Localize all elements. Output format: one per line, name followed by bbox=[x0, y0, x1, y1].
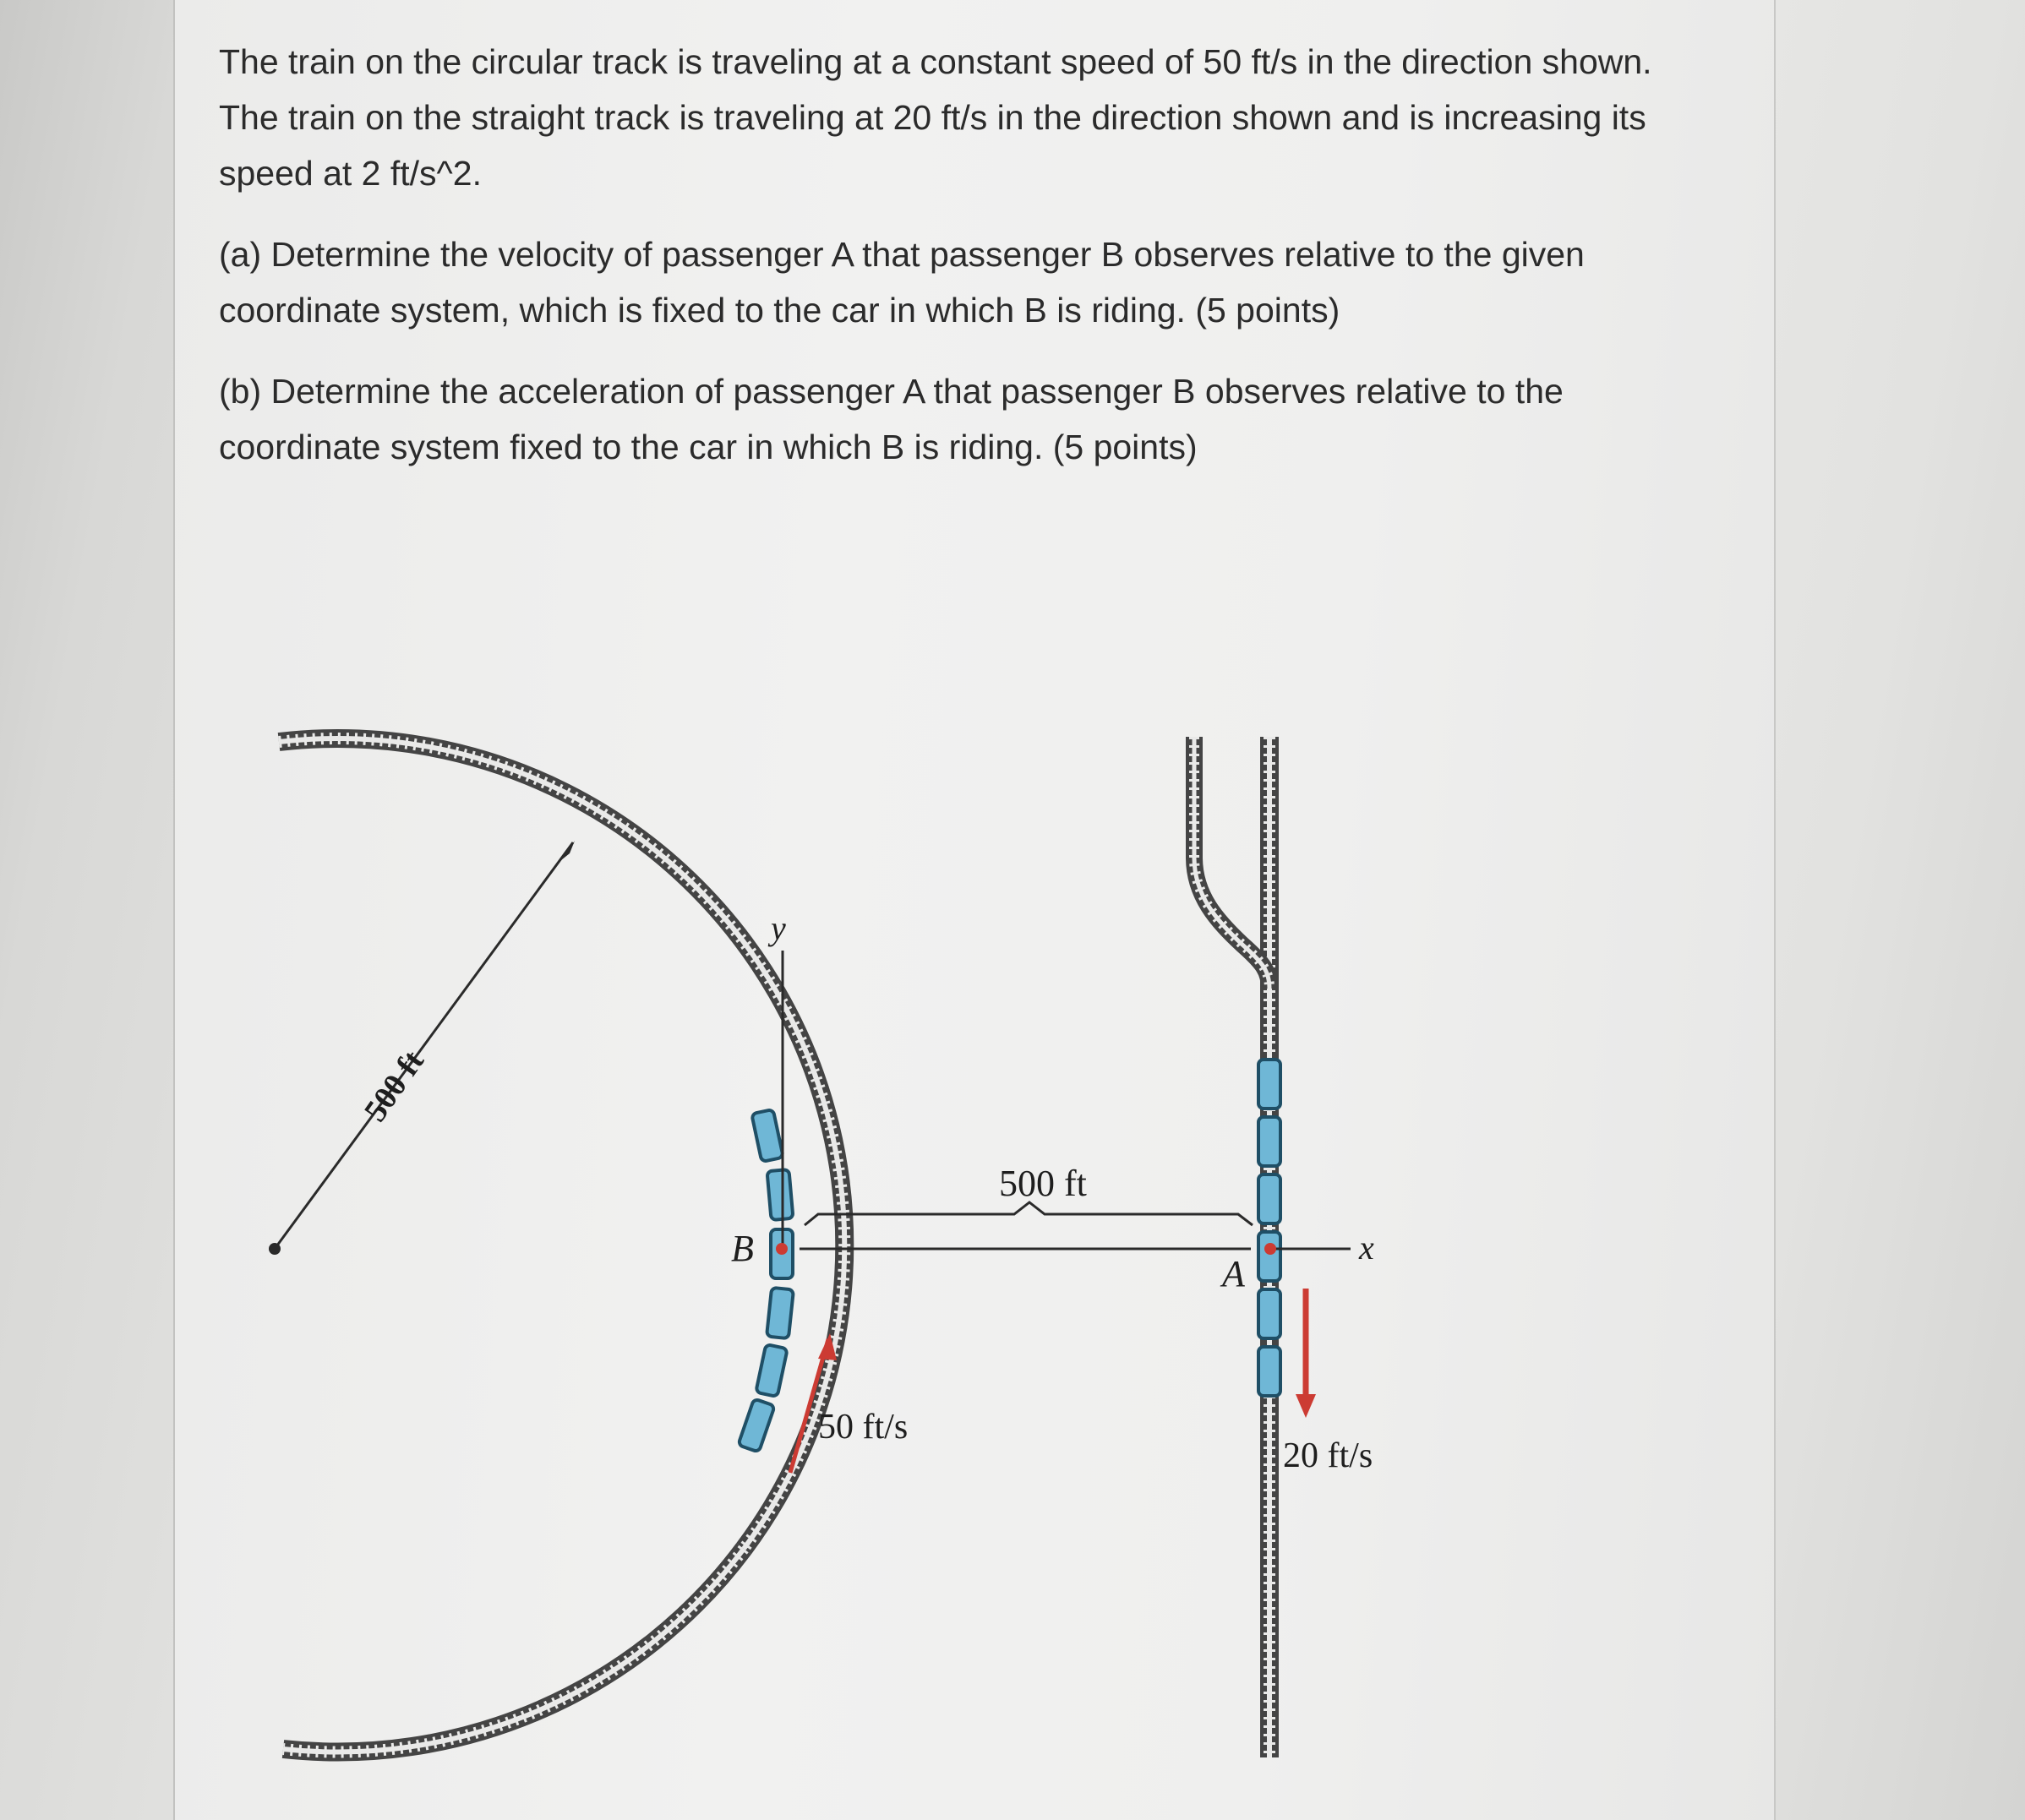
train-car bbox=[1258, 1117, 1280, 1166]
train-car bbox=[767, 1169, 794, 1220]
distance-label: 500 ft bbox=[999, 1163, 1087, 1204]
train-car bbox=[1258, 1174, 1280, 1223]
speed-b-label: 50 ft/s bbox=[818, 1408, 909, 1447]
passenger-a-dot bbox=[1264, 1243, 1276, 1255]
distance-brace bbox=[800, 1202, 1253, 1249]
radius-line bbox=[275, 842, 573, 1249]
y-axis-label: y bbox=[771, 909, 786, 947]
speed-a-label: 20 ft/s bbox=[1283, 1436, 1373, 1475]
passenger-b-dot bbox=[776, 1243, 788, 1255]
problem-part-b: (b) Determine the acceleration of passenger A that passenger B observes relative to the coordinate system fixed to the car in which B is riding. (5 points) bbox=[219, 372, 1564, 466]
circle-centre bbox=[269, 1243, 281, 1255]
velocity-a-arrowhead bbox=[1296, 1394, 1316, 1418]
train-car bbox=[738, 1398, 774, 1452]
train-car bbox=[756, 1344, 787, 1397]
passenger-a-label: A bbox=[1222, 1253, 1245, 1294]
train-car bbox=[751, 1109, 783, 1162]
radius-label: 500 ft bbox=[357, 1044, 432, 1129]
x-axis-label: x bbox=[1359, 1229, 1374, 1267]
train-car bbox=[767, 1288, 794, 1338]
passenger-b-label: B bbox=[731, 1228, 754, 1269]
train-car bbox=[1258, 1347, 1280, 1396]
circular-train bbox=[738, 1109, 794, 1452]
branch-track bbox=[1194, 737, 1269, 989]
train-car bbox=[1258, 1060, 1280, 1109]
circular-track bbox=[279, 738, 844, 1752]
problem-part-a: (a) Determine the velocity of passenger A that passenger B observes relative to the given coordinate system, which is fixed to the car in which B is riding. (5 points) bbox=[219, 235, 1585, 330]
problem-intro: The train on the circular track is traveling at a constant speed of 50 ft/s in the direction shown. The train on the straight track is traveling at 20 ft/s in the direction shown and is increasing its speed at 2 ft/s^2. bbox=[219, 42, 1652, 193]
train-car bbox=[1258, 1289, 1280, 1338]
train-car bbox=[1258, 1232, 1280, 1281]
